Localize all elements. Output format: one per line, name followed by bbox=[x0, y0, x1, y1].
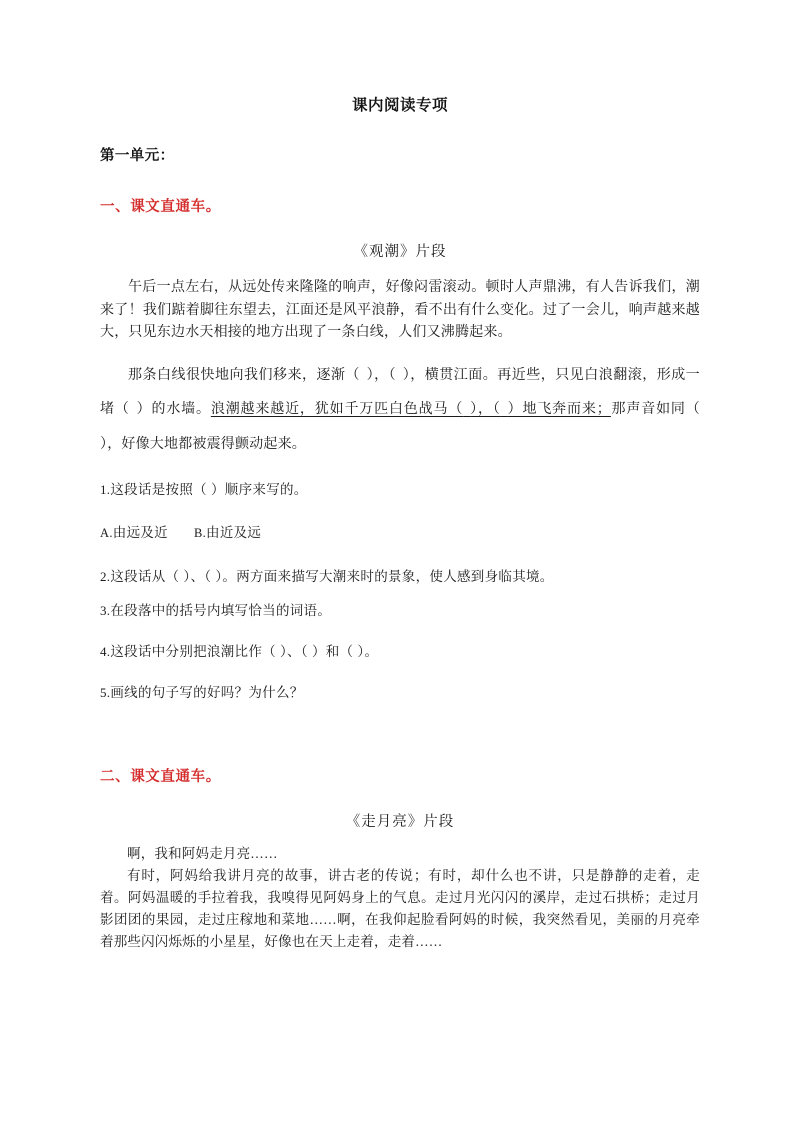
passage-zouyueliang-p2: 有时，阿妈给我讲月亮的故事，讲古老的传说；有时，却什么也不讲，只是静静的走着，走着。阿妈温暖的手拉着我，我嗅得见阿妈身上的气息。走过月光闪闪的溪岸，走过石拱桥；走过月影团团的果园，走过庄稼地和菜地……啊，在我仰起脸看阿妈的时候，我突然看见，美丽的月亮牵着那些闪闪烁烁的小星星，好像也在天上走着，走着…… bbox=[100, 868, 700, 949]
option-a-letter: A. bbox=[100, 525, 113, 540]
passage-guanchao-fill bbox=[100, 359, 700, 462]
fill-part-6: ），好像大地都被震得颤动起来。 bbox=[100, 436, 306, 452]
section-heading-two: 二、课文直通车。 bbox=[100, 769, 221, 786]
question-list bbox=[100, 480, 700, 703]
question-1-text: 这段话是按照（ ）顺序来写的。 bbox=[110, 482, 308, 498]
passage-zouyueliang-p1: 啊，我和阿妈走月亮…… bbox=[127, 846, 278, 862]
page-content bbox=[100, 96, 700, 953]
fill-part-3: ），横贯江面。再近些，只见白浪翻滚，形成一堵（ bbox=[100, 368, 700, 418]
fill-part-5: 那声音如同（ bbox=[610, 402, 700, 418]
option-a-text[interactable]: 由远及近 bbox=[112, 524, 168, 540]
option-b-text[interactable]: 由近及远 bbox=[206, 524, 262, 540]
fill-blank-3[interactable] bbox=[130, 402, 137, 417]
section-one bbox=[100, 195, 700, 703]
question-4-number: 4. bbox=[100, 643, 111, 659]
question-5-text: 画线的句子写的好吗？为什么？ bbox=[110, 684, 304, 700]
question-1-number: 1. bbox=[100, 482, 111, 498]
underlined-sentence-1: 浪潮越来越近，犹如千万匹白色战马（ bbox=[210, 402, 464, 418]
section-heading-one: 一、课文直通车。 bbox=[100, 199, 221, 216]
question-4 bbox=[100, 642, 700, 663]
excerpt-title-zouyueliang: 《走月亮》片段 bbox=[345, 814, 455, 831]
fill-part-1: 那条白线很快地向我们移来，逐渐（ bbox=[128, 368, 361, 384]
question-2-text: 这段话从（ ）、（ ）。两方面来描写大潮来时的景象，使人感到身临其境。 bbox=[110, 568, 554, 584]
underlined-sentence-2: ），（ bbox=[470, 402, 501, 418]
section-two bbox=[100, 765, 700, 952]
fill-part-2: ），（ bbox=[366, 368, 397, 384]
question-1 bbox=[100, 480, 700, 501]
question-2 bbox=[100, 561, 700, 593]
fill-blank-2[interactable] bbox=[396, 368, 403, 383]
question-5-number: 5. bbox=[100, 684, 111, 700]
question-4-text: 这段话中分别把浪潮比作（ ）、（ ）和（ ）。 bbox=[110, 643, 379, 659]
question-2-number: 2. bbox=[100, 568, 111, 584]
underlined-sentence-3: ）地飞奔而来； bbox=[507, 402, 611, 418]
page-title: 课内阅读专项 bbox=[351, 97, 448, 114]
question-1-options bbox=[100, 521, 700, 541]
question-3 bbox=[100, 601, 700, 622]
fill-part-4: ）的水墙。 bbox=[136, 402, 211, 418]
question-3-number: 3. bbox=[100, 602, 111, 618]
question-5 bbox=[100, 683, 700, 704]
fill-blank-5[interactable] bbox=[501, 402, 508, 417]
option-b-letter: B. bbox=[193, 525, 207, 540]
question-3-text: 在段落中的括号内填写恰当的词语。 bbox=[110, 602, 332, 618]
excerpt-title-guanchao: 《观潮》片段 bbox=[353, 244, 447, 261]
fill-blank-1[interactable] bbox=[360, 368, 367, 383]
unit-heading: 第一单元： bbox=[100, 148, 175, 165]
passage-guanchao-p1: 午后一点左右，从远处传来隆隆的响声，好像闷雷滚动。顿时人声鼎沸，有人告诉我们，潮来了！我们踮着脚往东望去，江面还是风平浪静，看不出有什么变化。过了一会儿，响声越来越大，只见东边水天相接的地方出现了一条白线，人们又沸腾起来。 bbox=[100, 280, 700, 341]
